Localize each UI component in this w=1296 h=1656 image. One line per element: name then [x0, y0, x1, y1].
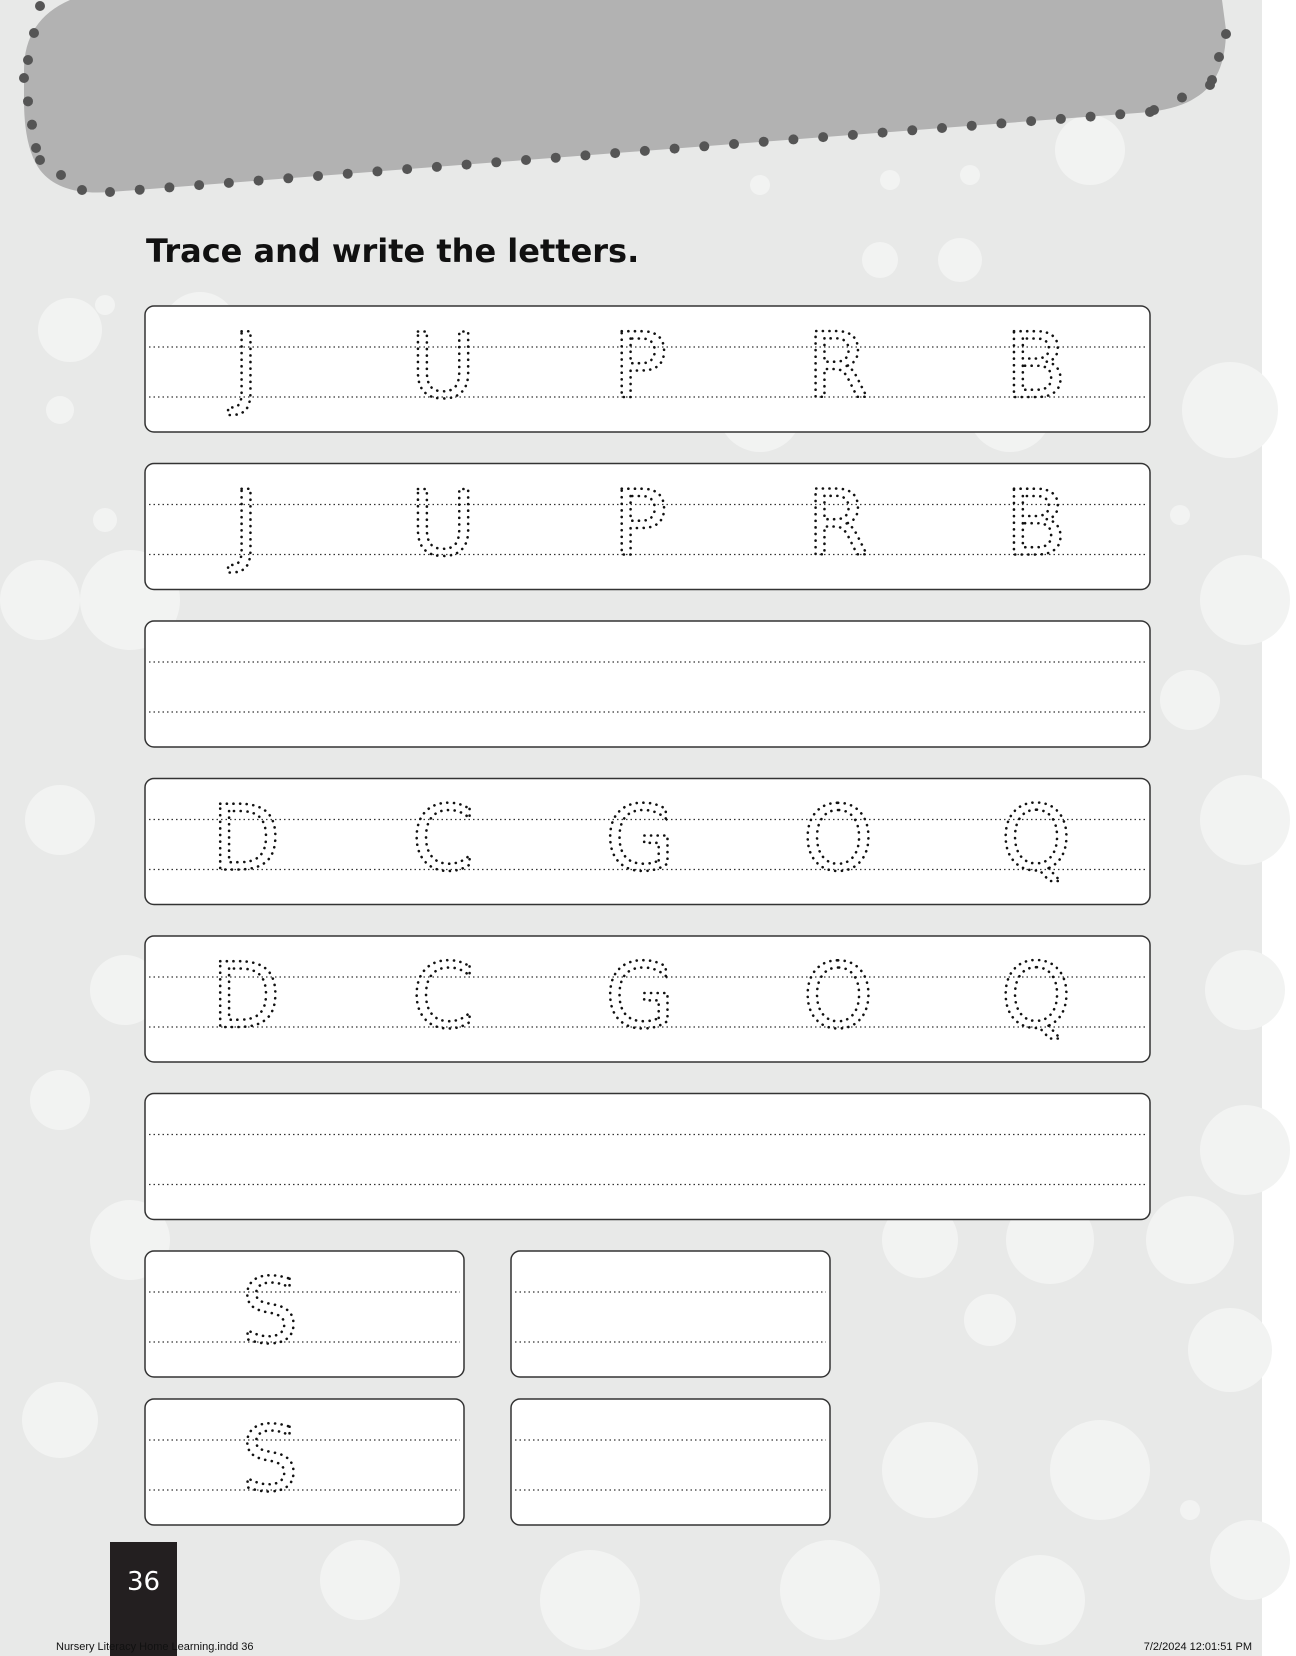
background-bubble — [1180, 1500, 1200, 1520]
page-number-tab — [110, 1542, 177, 1656]
blank-writing-row — [145, 1094, 1150, 1220]
banner-dot — [224, 178, 234, 188]
banner-dot — [788, 134, 798, 144]
trace-row — [145, 306, 1150, 432]
background-bubble — [1170, 505, 1190, 525]
trace-letter: G — [605, 786, 675, 892]
banner-dot — [56, 170, 66, 180]
background-bubble — [938, 238, 982, 282]
banner-dot — [1026, 116, 1036, 126]
banner-dot — [194, 180, 204, 190]
banner-dot — [283, 173, 293, 183]
banner-dot — [818, 132, 828, 142]
background-bubble — [1160, 670, 1220, 730]
small-trace-box[interactable] — [145, 1251, 464, 1377]
trace-letter: U — [410, 314, 476, 419]
background-bubble — [320, 1540, 400, 1620]
banner-dot — [19, 73, 29, 83]
banner-dot — [1115, 109, 1125, 119]
banner-dot — [848, 130, 858, 140]
banner-dot — [1177, 93, 1187, 103]
banner-dot — [432, 162, 442, 172]
trace-letter: Q — [1000, 786, 1072, 892]
background-bubble — [750, 175, 770, 195]
banner-dot — [29, 28, 39, 38]
banner-dot — [996, 118, 1006, 128]
background-bubble — [1146, 1196, 1234, 1284]
background-bubble — [1200, 1105, 1290, 1195]
trace-letter: R — [806, 314, 870, 419]
banner-dot — [164, 182, 174, 192]
banner-dot — [670, 144, 680, 154]
banner-dot — [967, 121, 977, 131]
banner-dot — [878, 128, 888, 138]
banner-dot — [640, 146, 650, 156]
banner-dot — [1207, 75, 1217, 85]
background-bubble — [540, 1550, 640, 1650]
banner-dot — [313, 171, 323, 181]
trace-letter: J — [232, 314, 260, 419]
writing-row-box[interactable] — [145, 1094, 1150, 1220]
small-writing-row — [511, 1251, 830, 1377]
banner-dot — [35, 155, 45, 165]
trace-letter: R — [806, 471, 870, 577]
trace-row — [145, 464, 1150, 590]
footer-filename: Nursery Literacy Home Learning.indd 36 — [56, 1641, 254, 1653]
trace-letter: C — [411, 786, 475, 892]
banner-dot — [1056, 114, 1066, 124]
trace-letter: O — [802, 786, 874, 892]
banner-dot — [35, 1, 45, 11]
background-bubble — [1200, 555, 1290, 645]
trace-letter: S — [241, 1407, 299, 1512]
small-trace-row — [145, 1251, 464, 1377]
trace-row — [145, 779, 1150, 905]
banner-dot — [937, 123, 947, 133]
banner-dot — [27, 120, 37, 130]
small-writing-row — [511, 1399, 830, 1525]
banner-dot — [1149, 105, 1159, 115]
background-bubble — [30, 1070, 90, 1130]
background-bubble — [960, 165, 980, 185]
banner-dot — [610, 148, 620, 158]
trace-letter: S — [241, 1259, 299, 1364]
banner-dot — [699, 141, 709, 151]
trace-letter: D — [211, 944, 281, 1049]
background-bubble — [880, 170, 900, 190]
page-number: 36 — [126, 1567, 161, 1597]
trace-row — [145, 936, 1150, 1062]
trace-letter: P — [612, 471, 668, 577]
banner-dot — [907, 125, 917, 135]
banner-dot — [372, 166, 382, 176]
trace-letter: J — [232, 471, 260, 577]
blank-writing-row — [145, 621, 1150, 747]
instruction-heading: Trace and write the letters. — [146, 232, 640, 270]
background-bubble — [1210, 1520, 1290, 1600]
banner-dot — [105, 187, 115, 197]
background-bubble — [1188, 1308, 1272, 1392]
banner-dot — [1221, 29, 1231, 39]
banner-dot — [31, 143, 41, 153]
trace-letter: B — [1005, 314, 1067, 419]
background-bubble — [95, 295, 115, 315]
banner-dot — [1214, 52, 1224, 62]
small-trace-row — [145, 1399, 464, 1525]
banner-dot — [491, 157, 501, 167]
trace-letter: G — [605, 944, 675, 1049]
banner-dot — [729, 139, 739, 149]
trace-letter: U — [410, 471, 476, 577]
background-bubble — [995, 1555, 1085, 1645]
trace-letter: O — [802, 944, 874, 1049]
banner-dot — [254, 176, 264, 186]
trace-letter: P — [612, 314, 668, 419]
trace-letter: Q — [1000, 944, 1072, 1049]
background-bubble — [862, 242, 898, 278]
background-bubble — [780, 1540, 880, 1640]
background-bubble — [25, 785, 95, 855]
banner-dot — [551, 153, 561, 163]
banner-dot — [402, 164, 412, 174]
writing-row-box[interactable] — [145, 621, 1150, 747]
background-bubble — [38, 298, 102, 362]
background-bubble — [0, 560, 80, 640]
banner-dot — [759, 137, 769, 147]
background-bubble — [1055, 115, 1125, 185]
banner-dot — [135, 185, 145, 195]
trace-letter: B — [1005, 471, 1067, 577]
background-bubble — [22, 1382, 98, 1458]
small-writing-box[interactable] — [511, 1251, 830, 1377]
small-trace-box[interactable] — [145, 1399, 464, 1525]
background-bubble — [964, 1294, 1016, 1346]
banner-dot — [77, 185, 87, 195]
banner-dot — [462, 160, 472, 170]
banner-dot — [343, 169, 353, 179]
banner-dot — [521, 155, 531, 165]
background-bubble — [46, 396, 74, 424]
banner-dot — [1086, 112, 1096, 122]
background-bubble — [1050, 1420, 1150, 1520]
background-bubble — [93, 508, 117, 532]
trace-letter: C — [411, 944, 475, 1049]
background-bubble — [1182, 362, 1278, 458]
small-writing-box[interactable] — [511, 1399, 830, 1525]
background-bubble — [1205, 950, 1285, 1030]
trace-letter: D — [211, 786, 281, 892]
banner-dot — [580, 150, 590, 160]
banner-dot — [23, 55, 33, 65]
footer-datetime: 7/2/2024 12:01:51 PM — [1143, 1641, 1252, 1653]
background-bubble — [882, 1422, 978, 1518]
banner-dot — [23, 96, 33, 106]
background-bubble — [1200, 775, 1290, 865]
